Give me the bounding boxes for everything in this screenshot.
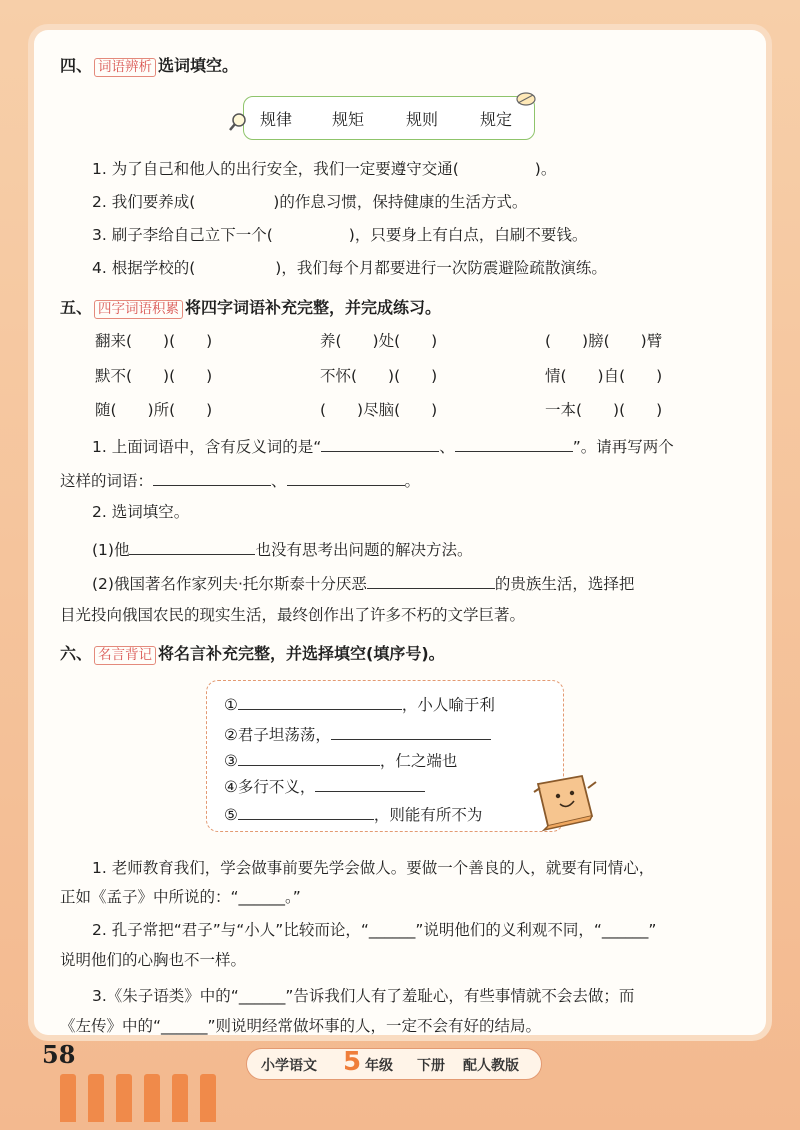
section4-item bbox=[92, 225, 587, 245]
quote-number: ③ bbox=[224, 752, 238, 770]
question-text: 、 bbox=[271, 472, 287, 490]
section4-item bbox=[92, 258, 607, 278]
item-text: )的作息习惯，保持健康的生活方式。 bbox=[273, 193, 528, 211]
section4-tag: 词语辨析 bbox=[94, 58, 156, 77]
idiom-blank[interactable]: 默不( )( ) bbox=[95, 367, 213, 385]
section6-item: 3.《朱子语类》中的“______”告诉我们人有了羞耻心，有些事情就不会去做；而 bbox=[92, 987, 635, 1005]
section4-title: 选词填空。 bbox=[158, 56, 239, 75]
decorative-bar bbox=[116, 1074, 132, 1122]
quote-text: ②君子坦荡荡， bbox=[224, 726, 331, 744]
idiom-blank[interactable]: 不怀( )( ) bbox=[320, 367, 438, 385]
idiom-blank[interactable]: 一本( )( ) bbox=[545, 401, 663, 419]
footer-subject: 小学语文 bbox=[261, 1058, 317, 1074]
decorative-bar bbox=[60, 1074, 76, 1122]
item-text: )，只要身上有白点，白刷不要钱。 bbox=[348, 226, 588, 244]
question-text: 。 bbox=[404, 472, 421, 490]
quote-line bbox=[224, 722, 491, 745]
item-text: 3. 刷子李给自己立下一个( bbox=[92, 226, 273, 244]
section5-question1 bbox=[92, 434, 674, 457]
idiom-blank[interactable]: ( )膀( )臂 bbox=[545, 332, 663, 350]
quote-line bbox=[224, 774, 425, 797]
section6-item-cont: 说明他们的心胸也不一样。 bbox=[60, 951, 247, 969]
quote-text: ，仁之端也 bbox=[379, 752, 458, 770]
section5-q2-1 bbox=[92, 537, 472, 560]
idiom-blank[interactable]: 随( )所( ) bbox=[95, 401, 213, 419]
footer-grade-unit: 年级 bbox=[365, 1058, 393, 1074]
section4-item bbox=[92, 159, 556, 179]
magnifier-icon bbox=[228, 112, 248, 132]
decorative-bar bbox=[200, 1074, 216, 1122]
footer-edition: 配人教版 bbox=[463, 1058, 519, 1074]
section5-question1-cont bbox=[60, 468, 420, 491]
answer-blank[interactable] bbox=[315, 774, 425, 792]
question-text: (2)俄国著名作家列夫·托尔斯泰十分厌恶 bbox=[92, 575, 367, 593]
section5-number: 五、 bbox=[60, 298, 93, 317]
quote-text: ④多行不义， bbox=[224, 778, 316, 796]
answer-blank[interactable] bbox=[238, 692, 402, 710]
answer-blank[interactable] bbox=[367, 571, 495, 589]
question-text: 1. 上面词语中，含有反义词的是“ bbox=[92, 438, 322, 456]
section6-item: 1. 老师教育我们，学会做事前要先学会做人。要做一个善良的人，就要有同情心， bbox=[92, 859, 655, 877]
quote-text: ，小人喻于利 bbox=[401, 696, 495, 714]
item-text: 1. 为了自己和他人的出行安全，我们一定要遵守交通( bbox=[92, 160, 459, 178]
quote-line bbox=[224, 692, 495, 715]
idiom-blank[interactable]: 养( )处( ) bbox=[320, 332, 438, 350]
decorative-bar bbox=[144, 1074, 160, 1122]
section6-number: 六、 bbox=[60, 644, 93, 663]
quote-number: ⑤ bbox=[224, 806, 238, 824]
item-text: 4. 根据学校的( bbox=[92, 259, 196, 277]
answer-blank[interactable] bbox=[331, 722, 491, 740]
answer-blank[interactable] bbox=[238, 748, 380, 766]
decorative-bar bbox=[172, 1074, 188, 1122]
word-option: 规定 bbox=[480, 110, 513, 129]
worksheet-page bbox=[34, 30, 766, 1035]
answer-blank[interactable] bbox=[129, 537, 255, 555]
item-text: 2. 我们要养成( bbox=[92, 193, 196, 211]
section5-title: 将四字词语补充完整，并完成练习。 bbox=[185, 298, 442, 317]
idiom-blank[interactable]: 翻来( )( ) bbox=[95, 332, 213, 350]
quote-line bbox=[224, 802, 482, 825]
answer-blank[interactable] bbox=[287, 468, 405, 486]
question-text: ”。请再写两个 bbox=[572, 438, 674, 456]
item-text: )。 bbox=[534, 160, 557, 178]
section5-heading bbox=[60, 298, 441, 319]
section5-q2-2-cont: 目光投向俄国农民的现实生活，最终创作出了许多不朽的文学巨著。 bbox=[60, 606, 526, 624]
section4-number: 四、 bbox=[60, 56, 93, 75]
section4-item bbox=[92, 192, 527, 212]
answer-blank[interactable] bbox=[455, 434, 573, 452]
section6-heading bbox=[60, 644, 445, 665]
footer-grade: 5 bbox=[343, 1047, 362, 1077]
section5-q2-2 bbox=[92, 571, 634, 594]
idiom-blank[interactable]: 情( )自( ) bbox=[545, 367, 663, 385]
word-option: 规律 bbox=[260, 110, 293, 129]
question-text: (1)他 bbox=[92, 541, 130, 559]
word-option: 规则 bbox=[406, 110, 439, 129]
book-mascot-icon bbox=[530, 770, 602, 832]
question-text: 也没有思考出问题的解决方法。 bbox=[255, 541, 473, 559]
word-option: 规矩 bbox=[332, 110, 365, 129]
answer-blank[interactable] bbox=[238, 802, 374, 820]
section4-heading bbox=[60, 56, 238, 77]
section5-question2: 2. 选词填空。 bbox=[92, 503, 190, 521]
section6-title: 将名言补充完整，并选择填空(填序号)。 bbox=[158, 644, 445, 663]
quote-line bbox=[224, 748, 457, 771]
question-text: 的贵族生活，选择把 bbox=[494, 575, 635, 593]
section6-item-cont: 《左传》中的“______”则说明经常做坏事的人，一定不会有好的结局。 bbox=[60, 1017, 542, 1035]
section6-item: 2. 孔子常把“君子”与“小人”比较而论，“______”说明他们的义利观不同，“______” bbox=[92, 921, 657, 939]
book-footer-label bbox=[246, 1048, 542, 1080]
word-choice-box bbox=[243, 96, 535, 140]
idiom-blank[interactable]: ( )尽脑( ) bbox=[320, 401, 438, 419]
answer-blank[interactable] bbox=[153, 468, 271, 486]
quote-number: ① bbox=[224, 696, 238, 714]
leaf-icon bbox=[515, 90, 537, 108]
item-text: )，我们每个月都要进行一次防震避险疏散演练。 bbox=[275, 259, 607, 277]
question-text: 、 bbox=[439, 438, 455, 456]
section6-tag: 名言背记 bbox=[94, 646, 156, 665]
footer-term: 下册 bbox=[417, 1058, 445, 1074]
decorative-bar bbox=[88, 1074, 104, 1122]
answer-blank[interactable] bbox=[321, 434, 439, 452]
section5-tag: 四字词语积累 bbox=[94, 300, 183, 319]
question-text: 这样的词语： bbox=[60, 472, 154, 490]
quote-text: ，则能有所不为 bbox=[373, 806, 483, 824]
section6-item-cont: 正如《孟子》中所说的：“______。” bbox=[60, 888, 301, 906]
page-number: 58 bbox=[42, 1040, 76, 1069]
